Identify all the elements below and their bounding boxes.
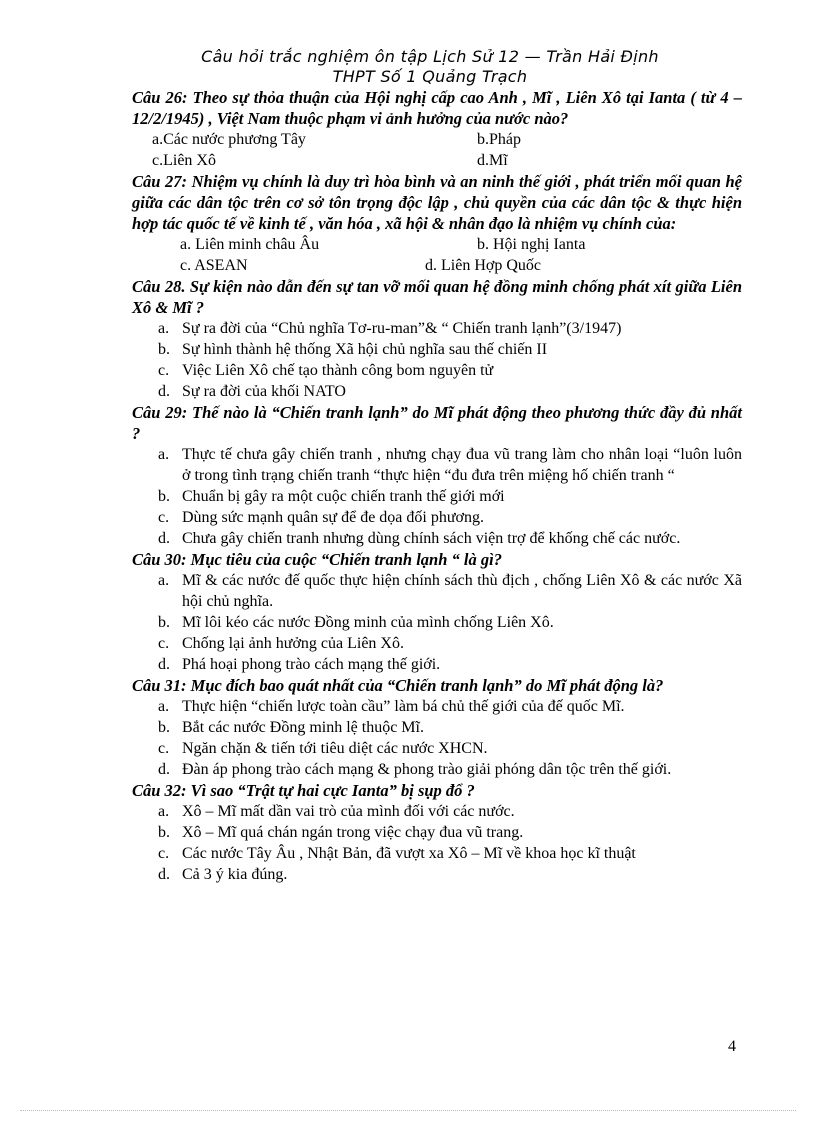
option-text: Phá hoại phong trào cách mạng thế giới. xyxy=(182,656,441,673)
option-letter: c. xyxy=(158,635,170,652)
option-text: Dùng sức mạnh quân sự để đe dọa đối phương. xyxy=(182,509,484,526)
option-letter: b. xyxy=(158,488,170,505)
question-30-options xyxy=(132,570,742,675)
option-27-c: c. ASEAN xyxy=(180,257,248,274)
option-31-c xyxy=(132,738,742,759)
option-letter: d. xyxy=(158,656,170,673)
option-28-d xyxy=(132,381,742,402)
option-29-b xyxy=(132,486,742,507)
option-letter: a. xyxy=(158,320,170,337)
questions-content xyxy=(132,87,742,885)
option-letter: a. xyxy=(158,446,170,463)
option-32-b xyxy=(132,822,742,843)
question-26: Câu 26: Theo sự thỏa thuận của Hội nghị cấp cao Anh , Mĩ , Liên Xô tại Ianta ( từ 4 – 12/2/1945) , Việt Nam thuộc phạm vi ảnh hưởng của nước nào? xyxy=(132,88,742,128)
option-text: Mĩ & các nước đế quốc thực hiện chính sách thù địch , chống Liên Xô & các nước Xã hội chủ nghĩa. xyxy=(182,572,742,610)
option-letter: c. xyxy=(158,740,170,757)
option-31-b xyxy=(132,717,742,738)
option-text: Các nước Tây Âu , Nhật Bản, đã vượt xa Xô – Mĩ về khoa học kĩ thuật xyxy=(182,845,636,862)
option-letter: b. xyxy=(158,719,170,736)
option-29-d xyxy=(132,528,742,549)
option-text: Việc Liên Xô chế tạo thành công bom nguyên tử xyxy=(182,362,494,379)
option-30-d xyxy=(132,654,742,675)
option-letter: a. xyxy=(158,698,170,715)
option-27-d: d. Liên Hợp Quốc xyxy=(425,257,541,274)
option-text: Đàn áp phong trào cách mạng & phong trào giải phóng dân tộc trên thế giới. xyxy=(182,761,672,778)
question-32: Câu 32: Vì sao “Trật tự hai cực Ianta” bị sụp đổ ? xyxy=(132,781,475,800)
header-title: Câu hỏi trắc nghiệm ôn tập Lịch Sử 12 — Trần Hải Định xyxy=(201,47,659,66)
option-letter: b. xyxy=(158,341,170,358)
question-32-options xyxy=(132,801,742,885)
option-26-d: d.Mĩ xyxy=(477,152,508,169)
page-number: 4 xyxy=(728,1038,736,1055)
option-letter: b. xyxy=(158,614,170,631)
option-letter: a. xyxy=(158,803,170,820)
option-text: Bắt các nước Đồng minh lệ thuộc Mĩ. xyxy=(182,719,424,736)
option-28-b xyxy=(132,339,742,360)
option-26-a: a.Các nước phương Tây xyxy=(152,131,306,148)
option-text: Sự ra đời của khối NATO xyxy=(182,383,346,400)
option-text: Chưa gây chiến tranh nhưng dùng chính sách viện trợ để khống chế các nước. xyxy=(182,530,681,547)
option-text: Ngăn chặn & tiến tới tiêu diệt các nước XHCN. xyxy=(182,740,488,757)
option-29-a xyxy=(132,444,742,486)
option-letter: a. xyxy=(158,572,170,589)
option-letter: c. xyxy=(158,362,170,379)
question-31: Câu 31: Mục đích bao quát nhất của “Chiến tranh lạnh” do Mĩ phát động là? xyxy=(132,676,664,695)
option-29-c xyxy=(132,507,742,528)
option-text: Xô – Mĩ mất dần vai trò của mình đối với các nước. xyxy=(182,803,515,820)
option-27-b: b. Hội nghị Ianta xyxy=(477,236,586,253)
option-letter: c. xyxy=(158,509,170,526)
option-31-a xyxy=(132,696,742,717)
question-27: Câu 27: Nhiệm vụ chính là duy trì hòa bình và an ninh thế giới , phát triển mối quan hệ giữa các dân tộc trên cơ sở tôn trọng độc lập , chủ quyền của các dân tộc & thực hiện hợp tác quốc tế về kinh tế , văn hóa , xã hội & nhân đạo là nhiệm vụ chính của: xyxy=(132,172,742,233)
option-letter: d. xyxy=(158,383,170,400)
option-letter: d. xyxy=(158,530,170,547)
option-letter: c. xyxy=(158,845,170,862)
option-letter: d. xyxy=(158,761,170,778)
option-letter: b. xyxy=(158,824,170,841)
question-30: Câu 30: Mục tiêu của cuộc “Chiến tranh lạnh “ là gì? xyxy=(132,550,502,569)
option-text: Sự hình thành hệ thống Xã hội chủ nghĩa sau thế chiến II xyxy=(182,341,548,358)
option-text: Thực hiện “chiến lược toàn cầu” làm bá chủ thế giới của đế quốc Mĩ. xyxy=(182,698,625,715)
question-31-options xyxy=(132,696,742,780)
option-31-d xyxy=(132,759,742,780)
option-text: Mĩ lôi kéo các nước Đồng minh của mình chống Liên Xô. xyxy=(182,614,554,631)
option-28-c xyxy=(132,360,742,381)
option-28-a xyxy=(132,318,742,339)
option-letter: d. xyxy=(158,866,170,883)
question-26-options xyxy=(132,129,742,171)
option-27-a: a. Liên minh châu Âu xyxy=(180,236,320,253)
option-30-c xyxy=(132,633,742,654)
question-28: Câu 28. Sự kiện nào dẫn đến sự tan vỡ mối quan hệ đồng minh chống phát xít giữa Liên Xô & Mĩ ? xyxy=(132,277,742,317)
option-text: Cả 3 ý kia đúng. xyxy=(182,866,288,883)
header-school: THPT Số 1 Quảng Trạch xyxy=(332,67,528,86)
option-26-b: b.Pháp xyxy=(477,131,521,148)
question-28-options xyxy=(132,318,742,402)
option-30-a xyxy=(132,570,742,612)
option-text: Thực tế chưa gây chiến tranh , nhưng chạy đua vũ trang làm cho nhân loại “luôn luôn ở trong tình trạng chiến tranh “thực hiện “đu đưa trên miệng hố chiến tranh “ xyxy=(182,446,742,484)
option-text: Sự ra đời của “Chủ nghĩa Tơ-ru-man”& “ Chiến tranh lạnh”(3/1947) xyxy=(182,320,622,337)
option-32-d xyxy=(132,864,742,885)
option-32-c xyxy=(132,843,742,864)
option-text: Chống lại ảnh hưởng của Liên Xô. xyxy=(182,635,404,652)
question-29: Câu 29: Thế nào là “Chiến tranh lạnh” do Mĩ phát động theo phương thức đầy đủ nhất ? xyxy=(132,403,742,443)
option-text: Xô – Mĩ quá chán ngán trong việc chạy đua vũ trang. xyxy=(182,824,524,841)
option-30-b xyxy=(132,612,742,633)
question-27-options xyxy=(132,234,742,276)
option-26-c: c.Liên Xô xyxy=(152,152,216,169)
question-29-options xyxy=(132,444,742,549)
footer-divider xyxy=(20,1110,796,1111)
option-32-a xyxy=(132,801,742,822)
option-text: Chuẩn bị gây ra một cuộc chiến tranh thế giới mới xyxy=(182,488,505,505)
